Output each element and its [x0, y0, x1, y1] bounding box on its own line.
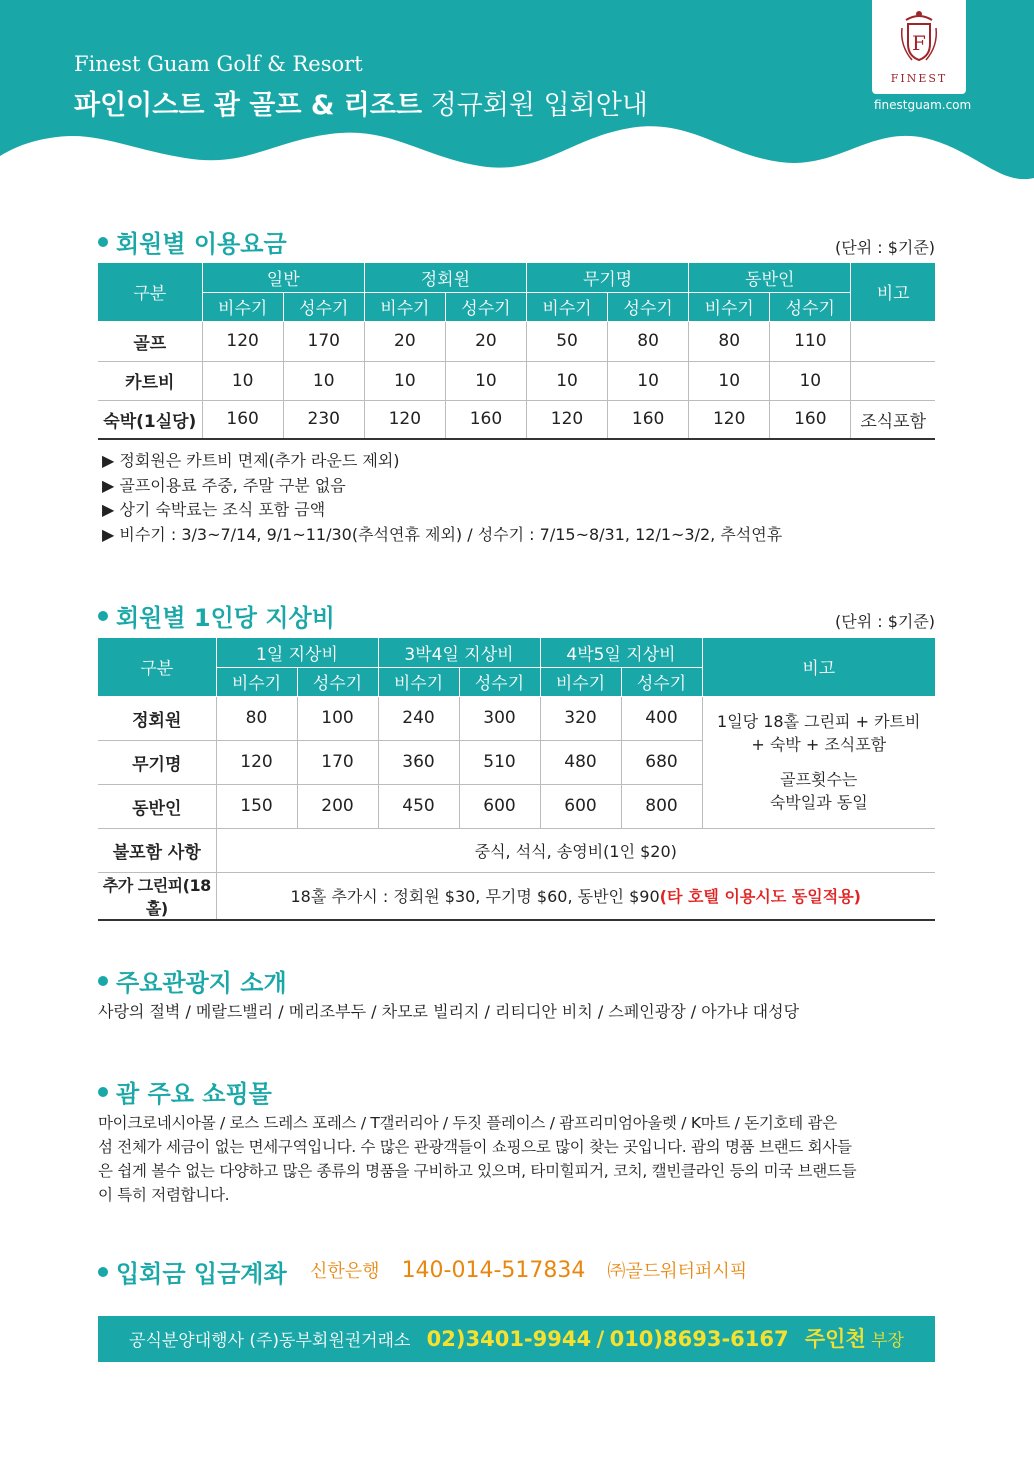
note-line: 골프횟수는 [780, 770, 858, 789]
note-cell: 조식포함 [851, 400, 935, 439]
cost-cell: 680 [621, 740, 702, 784]
perperson-group-head: 1일 지상비 [216, 638, 378, 667]
fees-title-text: 회원별 이용요금 [116, 230, 287, 258]
header [0, 0, 1034, 200]
extra-greenfee-cell [216, 872, 935, 920]
finest-logo [872, 0, 966, 94]
paragraph-line: 마이크로네시아몰 / 로스 드레스 포레스 / T갤러리아 / 두짓 플레이스 / 괌프리미엄아울렛 / K마트 / 돈기호테 괌은 [98, 1114, 837, 1132]
cost-cell: 300 [459, 696, 540, 740]
season-head: 성수기 [297, 667, 378, 696]
website-link[interactable]: finestguam.com [874, 98, 972, 112]
crest-icon [872, 0, 966, 72]
fee-cell: 10 [689, 361, 770, 400]
cost-cell: 510 [459, 740, 540, 784]
contact-person: 주인천 [804, 1327, 866, 1351]
row-label: 카트비 [98, 361, 202, 400]
fee-cell: 160 [445, 400, 526, 439]
fees-group-head: 일반 [202, 263, 364, 292]
page-title-bold: 파인이스트 괌 골프 & 리조트 [74, 90, 423, 121]
fee-cell: 160 [770, 400, 851, 439]
sights-section-title [98, 963, 287, 998]
table-row [98, 872, 935, 920]
table-row [98, 321, 935, 361]
perperson-group-head: 3박4일 지상비 [378, 638, 540, 667]
paragraph-line: 섬 전체가 세금이 없는 면세구역입니다. 수 많은 관광객들이 쇼핑으로 많이 찾는 곳입니다. 괌의 명품 브랜드 회사들 [98, 1138, 852, 1156]
cost-cell: 120 [216, 740, 297, 784]
bullet-dot-icon [98, 1087, 108, 1097]
extra-greenfee-label: 추가 그린피(18홀) [98, 872, 216, 920]
paragraph-line: 은 쉽게 볼수 없는 다양하고 많은 종류의 명품을 구비하고 있으며, 타미힐피거, 코치, 캘빈클라인 등의 미국 브랜드들 [98, 1162, 857, 1180]
cost-cell: 400 [621, 696, 702, 740]
shopping-title-text: 괌 주요 쇼핑몰 [116, 1080, 272, 1108]
fee-cell: 50 [526, 321, 607, 361]
row-label: 동반인 [98, 784, 216, 828]
fee-cell: 120 [526, 400, 607, 439]
note-cell [851, 361, 935, 400]
perperson-unit: (단위 : $기준) [835, 612, 936, 631]
table-row [98, 696, 935, 740]
perperson-section-title [98, 598, 335, 633]
row-label: 골프 [98, 321, 202, 361]
extra-greenfee-red: (타 호텔 이용시도 동일적용) [659, 887, 861, 906]
cost-cell: 150 [216, 784, 297, 828]
fee-cell: 10 [202, 361, 283, 400]
fees-col-head: 구분 [98, 263, 202, 321]
sights-text: 사랑의 절벽 / 메랄드밸리 / 메리조부두 / 차모로 빌리지 / 리티디안 비치 / 스페인광장 / 아가냐 대성당 [98, 1002, 800, 1021]
shopping-section-title [98, 1074, 272, 1109]
account-title-text: 입회금 입금계좌 [116, 1260, 287, 1288]
season-head: 성수기 [770, 292, 851, 321]
sights-title-text: 주요관광지 소개 [116, 969, 287, 997]
cost-cell: 600 [540, 784, 621, 828]
note-line: ▶ 골프이용료 주중, 주말 구분 없음 [102, 475, 346, 495]
fees-season-row [98, 292, 935, 321]
perperson-header-row [98, 638, 935, 667]
page-title-rest: 정규회원 입회안내 [430, 90, 648, 121]
cost-cell: 600 [459, 784, 540, 828]
fees-group-head: 동반인 [689, 263, 851, 292]
note-line: 숙박일과 동일 [769, 793, 868, 812]
note-line: ▶ 비수기 : 3/3~7/14, 9/1~11/30(추석연휴 제외) / 성수기 : 7/15~8/31, 12/1~3/2, 추석연휴 [102, 524, 783, 544]
extra-greenfee-text: 18홀 추가시 : 정회원 $30, 무기명 $60, 동반인 $90 [290, 887, 660, 906]
shopping-paragraph [98, 1111, 856, 1207]
season-head: 비수기 [540, 667, 621, 696]
fees-note-head: 비고 [851, 263, 935, 321]
excluded-label: 불포함 사항 [98, 828, 216, 872]
cost-cell: 320 [540, 696, 621, 740]
season-head: 성수기 [459, 667, 540, 696]
fees-table [98, 263, 935, 440]
account-holder: ㈜골드워터퍼시픽 [607, 1261, 748, 1282]
fee-cell: 10 [283, 361, 364, 400]
fees-header-row [98, 263, 935, 292]
fee-cell: 80 [608, 321, 689, 361]
phone-separator: / [596, 1327, 605, 1351]
bullet-dot-icon [98, 1267, 108, 1277]
perperson-note-cell [702, 696, 935, 828]
row-label: 숙박(1실당) [98, 400, 202, 439]
season-head: 성수기 [608, 292, 689, 321]
cost-cell: 240 [378, 696, 459, 740]
perperson-col-head: 구분 [98, 638, 216, 696]
fee-cell: 120 [689, 400, 770, 439]
perperson-title-text: 회원별 1인당 지상비 [116, 604, 335, 632]
fee-cell: 10 [608, 361, 689, 400]
fee-cell: 10 [364, 361, 445, 400]
note-cell [851, 321, 935, 361]
fee-cell: 120 [364, 400, 445, 439]
account-number: 140-014-517834 [401, 1258, 586, 1283]
fee-cell: 120 [202, 321, 283, 361]
note-line: 1일당 18홀 그린피 + 카트비 [717, 712, 921, 731]
bullet-dot-icon [98, 611, 108, 621]
bullet-dot-icon [98, 237, 108, 247]
season-head: 성수기 [621, 667, 702, 696]
fees-unit: (단위 : $기준) [835, 238, 936, 257]
contact-position: 부장 [871, 1331, 904, 1351]
note-line: + 숙박 + 조식포함 [751, 735, 887, 754]
perperson-note-head: 비고 [702, 638, 935, 696]
fee-cell: 20 [445, 321, 526, 361]
bullet-dot-icon [98, 976, 108, 986]
table-row [98, 400, 935, 439]
fee-cell: 230 [283, 400, 364, 439]
footer-contact-bar [98, 1316, 935, 1362]
season-head: 성수기 [283, 292, 364, 321]
excluded-text: 중식, 석식, 송영비(1인 $20) [216, 828, 935, 872]
season-head: 비수기 [202, 292, 283, 321]
phone-2[interactable]: 010)8693-6167 [609, 1327, 789, 1351]
season-head: 비수기 [526, 292, 607, 321]
fee-cell: 170 [283, 321, 364, 361]
perperson-group-head: 4박5일 지상비 [540, 638, 702, 667]
fee-cell: 10 [526, 361, 607, 400]
table-row [98, 828, 935, 872]
fees-section-title [98, 224, 287, 259]
row-label: 무기명 [98, 740, 216, 784]
fees-group-head: 정회원 [364, 263, 526, 292]
page-title [74, 83, 648, 122]
cost-cell: 200 [297, 784, 378, 828]
fee-cell: 10 [445, 361, 526, 400]
bank-name: 신한은행 [310, 1261, 380, 1282]
fee-cell: 160 [202, 400, 283, 439]
fee-cell: 80 [689, 321, 770, 361]
paragraph-line: 이 특히 저렴합니다. [98, 1186, 230, 1204]
season-head: 비수기 [364, 292, 445, 321]
cost-cell: 360 [378, 740, 459, 784]
phone-1[interactable]: 02)3401-9944 [426, 1327, 592, 1351]
agency-name: 공식분양대행사 (주)동부회원권거래소 [129, 1331, 411, 1351]
note-line: ▶ 상기 숙박료는 조식 포함 금액 [102, 500, 326, 519]
cost-cell: 800 [621, 784, 702, 828]
fees-notes [102, 449, 782, 547]
cost-cell: 100 [297, 696, 378, 740]
season-head: 비수기 [689, 292, 770, 321]
brand-english-name: Finest Guam Golf & Resort [74, 52, 363, 76]
cost-cell: 480 [540, 740, 621, 784]
fee-cell: 110 [770, 321, 851, 361]
table-row [98, 361, 935, 400]
logo-letter: F [912, 31, 926, 55]
season-head: 비수기 [216, 667, 297, 696]
cost-cell: 170 [297, 740, 378, 784]
perperson-table [98, 638, 935, 921]
fees-group-head: 무기명 [526, 263, 688, 292]
season-head: 비수기 [378, 667, 459, 696]
logo-name: FINEST [890, 72, 948, 85]
season-head: 성수기 [445, 292, 526, 321]
fee-cell: 20 [364, 321, 445, 361]
row-label: 정회원 [98, 696, 216, 740]
account-info [310, 1257, 747, 1283]
fee-cell: 160 [608, 400, 689, 439]
note-line: ▶ 정회원은 카트비 면제(추가 라운드 제외) [102, 451, 400, 470]
cost-cell: 80 [216, 696, 297, 740]
cost-cell: 450 [378, 784, 459, 828]
account-section-title [98, 1254, 287, 1289]
fee-cell: 10 [770, 361, 851, 400]
